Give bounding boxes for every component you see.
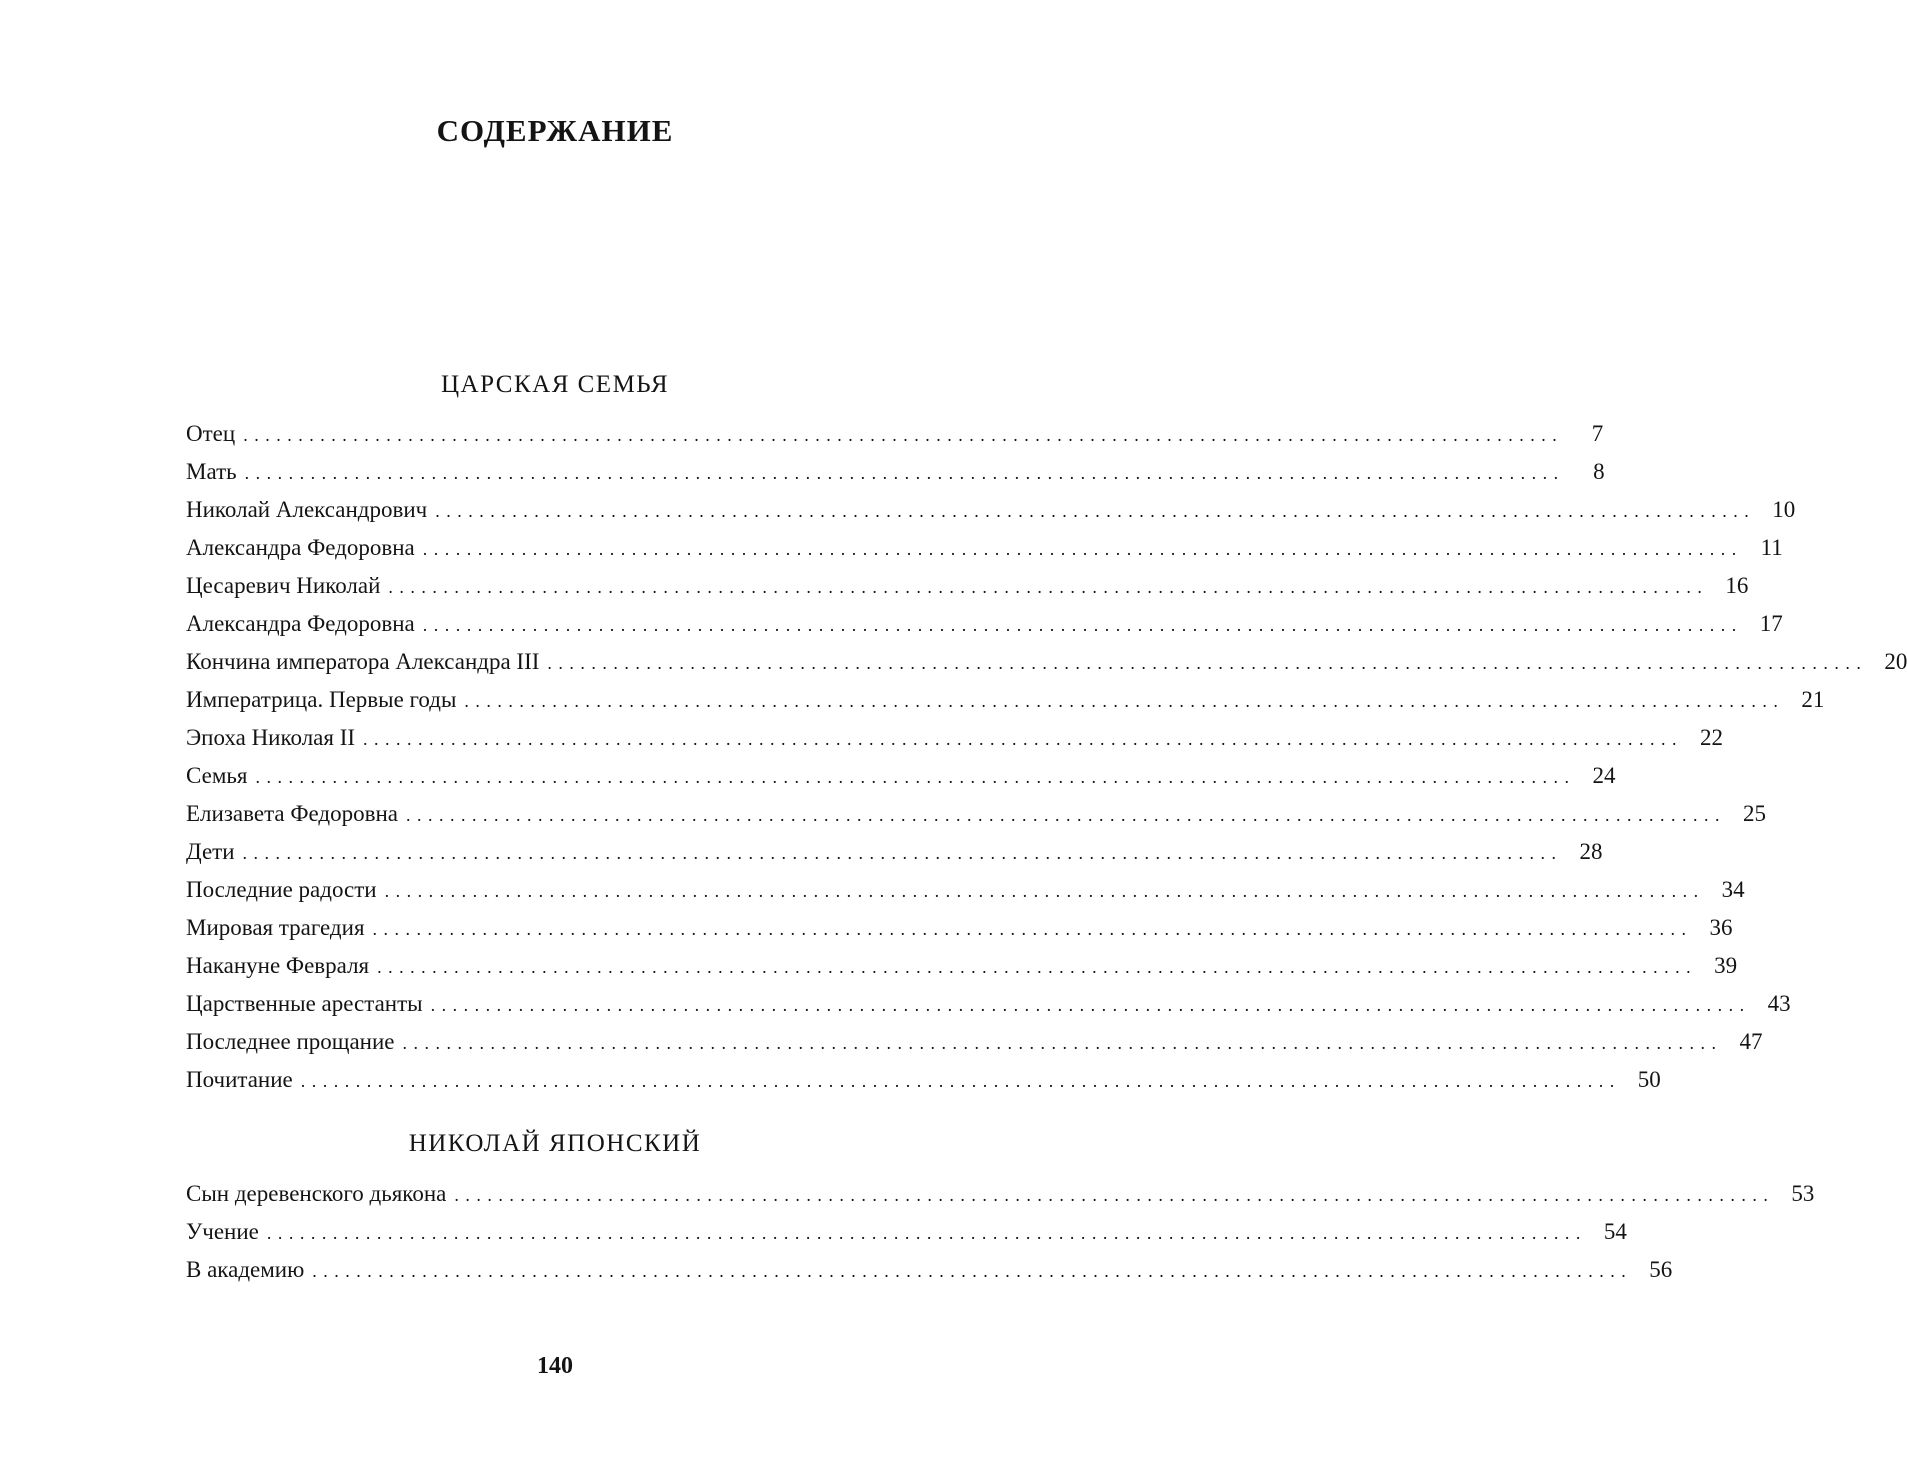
toc-entry-title: В академию (186, 1257, 305, 1282)
toc-entry-page: 17 (1759, 611, 1783, 636)
dot-leader: ........................................................................................................................ (363, 729, 1684, 749)
toc-entry-page: 21 (1801, 687, 1825, 712)
toc-entry-page: 43 (1767, 991, 1791, 1016)
dot-leader: ........................................................................................................................ (464, 691, 1785, 711)
toc-entry-page: 34 (1721, 877, 1745, 902)
toc-entry-title: Кончина императора Александра III (186, 649, 540, 674)
toc-entry-title: Цесаревич Николай (186, 573, 381, 598)
toc-entry (186, 567, 1749, 605)
toc-entry (186, 909, 1733, 947)
toc-entry (186, 719, 1724, 757)
dot-leader: ........................................................................................................................ (402, 1033, 1723, 1053)
toc-entry-page: 8 (1593, 459, 1605, 484)
toc-entry-title: Учение (186, 1219, 259, 1244)
toc-entry-title: Александра Федоровна (186, 611, 415, 636)
toc-entry-page: 53 (1791, 1181, 1815, 1206)
toc-entry-page: 24 (1592, 763, 1616, 788)
toc-entry-page: 54 (1603, 1219, 1627, 1244)
toc-entry-title: Мировая трагедия (186, 915, 365, 940)
section-heading: ЦАРСКАЯ СЕМЬЯ (440, 371, 670, 398)
toc-entry-page: 11 (1760, 535, 1783, 560)
toc-entry-title: Александра Федоровна (186, 535, 415, 560)
dot-leader: ........................................................................................................................ (300, 1071, 1621, 1091)
dot-leader: ........................................................................................................................ (406, 805, 1727, 825)
dot-leader: ........................................................................................................................ (422, 615, 1743, 635)
toc-entry (186, 453, 1605, 491)
toc-entry-page: 47 (1739, 1029, 1763, 1054)
toc-entry-title: Императрица. Первые годы (186, 687, 457, 712)
toc-entry-page: 56 (1649, 1257, 1673, 1282)
toc-entry (186, 1175, 1815, 1213)
toc-entry-title: Елизавета Федоровна (186, 801, 399, 826)
dot-leader: ........................................................................................................................ (384, 881, 1705, 901)
section-heading: НИКОЛАЙ ЯПОНСКИЙ (408, 1130, 702, 1157)
toc-entry-page: 50 (1637, 1067, 1661, 1092)
toc-entry-title: Мать (186, 459, 237, 484)
dot-leader: ........................................................................................................................ (547, 653, 1868, 673)
toc-entry-page: 28 (1579, 839, 1603, 864)
toc-list (186, 1175, 1815, 1289)
toc-entry (186, 491, 1796, 529)
toc-entry (186, 605, 1783, 643)
toc-entry-title: Последнее прощание (186, 1029, 395, 1054)
toc-entry-page: 22 (1700, 725, 1724, 750)
toc-entry (186, 1061, 1661, 1099)
toc-entry-title: Семья (186, 763, 248, 788)
toc-entry (186, 681, 1825, 719)
toc-entry-page: 10 (1772, 497, 1796, 522)
dot-leader: ........................................................................................................................ (388, 577, 1709, 597)
dot-leader: ........................................................................................................................ (435, 501, 1756, 521)
dot-leader: ........................................................................................................................ (430, 995, 1751, 1015)
toc-entry-page: 16 (1725, 573, 1749, 598)
page-title: СОДЕРЖАНИЕ (436, 113, 674, 148)
dot-leader: ........................................................................................................................ (244, 463, 1565, 483)
dot-leader: ........................................................................................................................ (266, 1223, 1587, 1243)
page-number: 140 (537, 1353, 573, 1379)
toc-entry (186, 643, 1907, 681)
toc-entry (186, 871, 1745, 909)
toc-entry-title: Накануне Февраля (186, 953, 370, 978)
toc-entry (186, 795, 1767, 833)
toc-entry-page: 36 (1709, 915, 1733, 940)
toc-entry (186, 1023, 1763, 1061)
toc-entry (186, 529, 1783, 567)
dot-leader: ........................................................................................................................ (372, 919, 1693, 939)
toc-entry (186, 415, 1604, 453)
toc-entry-title: Сын деревенского дьякона (186, 1181, 447, 1206)
toc-entry-page: 39 (1714, 953, 1738, 978)
toc-list (186, 415, 1907, 1099)
dot-leader: ........................................................................................................................ (242, 843, 1563, 863)
dot-leader: ........................................................................................................................ (454, 1185, 1775, 1205)
toc-entry-page: 20 (1884, 649, 1907, 674)
toc-entry (186, 757, 1616, 795)
toc-entry-page: 7 (1591, 421, 1604, 446)
dot-leader: ........................................................................................................................ (422, 539, 1743, 559)
toc-entry-title: Последние радости (186, 877, 377, 902)
toc-entry (186, 833, 1603, 871)
toc-entry (186, 985, 1791, 1023)
toc-entry-title: Царственные арестанты (186, 991, 423, 1016)
toc-entry (186, 1213, 1627, 1251)
dot-leader: ........................................................................................................................ (377, 957, 1698, 977)
dot-leader: ........................................................................................................................ (255, 767, 1576, 787)
toc-entry-title: Дети (186, 839, 235, 864)
toc-entry-title: Отец (186, 421, 236, 446)
toc-entry-title: Эпоха Николая II (186, 725, 356, 750)
toc-entry-page: 25 (1743, 801, 1767, 826)
dot-leader: ........................................................................................................................ (243, 425, 1564, 445)
toc-entry-title: Почитание (186, 1067, 293, 1092)
dot-leader: ........................................................................................................................ (312, 1261, 1633, 1281)
toc-entry (186, 1251, 1673, 1289)
toc-entry-title: Николай Александрович (186, 497, 428, 522)
toc-entry (186, 947, 1738, 985)
